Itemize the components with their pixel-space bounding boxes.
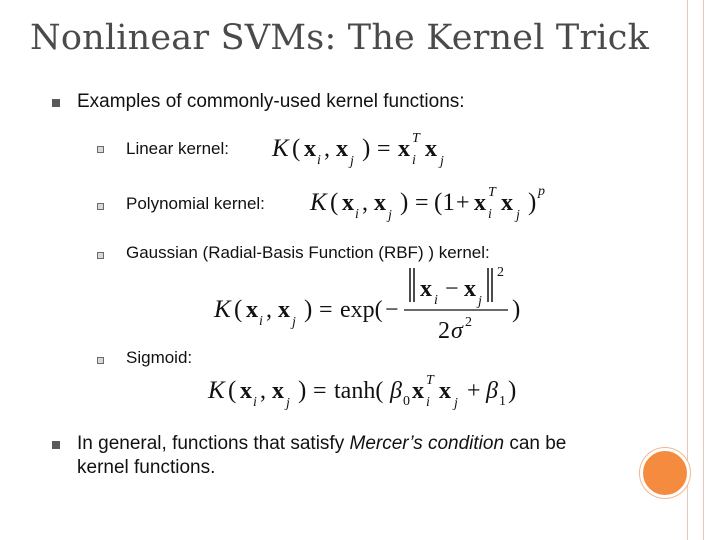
- svg-text:): ): [508, 377, 517, 404]
- conclusion-line-1: [77, 433, 566, 455]
- svg-text:j: j: [388, 208, 392, 223]
- svg-text:β: β: [390, 378, 402, 404]
- svg-text:x: x: [240, 378, 252, 404]
- svg-text:x: x: [474, 190, 486, 216]
- svg-text:x: x: [342, 190, 354, 216]
- svg-text:β: β: [486, 378, 498, 404]
- svg-text:i: i: [259, 314, 263, 329]
- mercer-condition-emphasis: Mercer’s condition: [349, 433, 505, 454]
- svg-text:=: =: [377, 136, 391, 162]
- kernel-label-gaussian: Gaussian (Radial-Basis Function (RBF) ) kernel:: [126, 243, 490, 262]
- svg-text:2: 2: [465, 315, 472, 330]
- svg-text:j: j: [516, 208, 520, 223]
- gaussian-kernel-formula: [212, 262, 542, 344]
- bullet-checkbox-icon: [97, 252, 104, 259]
- svg-text:tanh(: tanh(: [334, 378, 384, 404]
- svg-text:): ): [362, 135, 371, 162]
- kernel-label-polynomial: Polynomial kernel:: [126, 194, 265, 213]
- svg-text:(1: (1: [434, 189, 455, 216]
- svg-text:2: 2: [497, 265, 504, 280]
- svg-text:=: =: [415, 190, 429, 216]
- svg-text:j: j: [286, 396, 290, 411]
- svg-text:exp(: exp(: [340, 297, 383, 323]
- bullet-square-icon: [52, 99, 60, 107]
- svg-text:1: 1: [499, 394, 506, 409]
- svg-text:j: j: [478, 294, 482, 309]
- svg-text:+: +: [456, 190, 470, 216]
- svg-text:K: K: [214, 296, 231, 323]
- conclusion-text: In general, functions that satisfy: [77, 433, 350, 454]
- svg-text:−: −: [445, 276, 459, 302]
- svg-text:): ): [298, 377, 307, 404]
- svg-text:x: x: [272, 378, 284, 404]
- svg-text:T: T: [426, 373, 434, 388]
- svg-text:−: −: [385, 297, 399, 323]
- svg-text:x: x: [501, 190, 513, 216]
- svg-text:T: T: [412, 131, 420, 146]
- svg-text:,: ,: [266, 297, 272, 323]
- svg-text:p: p: [538, 184, 545, 199]
- svg-text:x: x: [304, 136, 316, 162]
- svg-text:T: T: [488, 185, 496, 200]
- svg-text:x: x: [464, 276, 476, 302]
- svg-text:): ): [400, 189, 409, 216]
- svg-text:0: 0: [403, 394, 410, 409]
- sigmoid-kernel-formula: [206, 370, 536, 414]
- bullet-checkbox-icon: [97, 146, 104, 153]
- svg-text:): ): [304, 296, 313, 323]
- svg-text:x: x: [374, 190, 386, 216]
- svg-text:,: ,: [260, 378, 266, 404]
- svg-text:x: x: [420, 276, 432, 302]
- svg-text:K: K: [272, 135, 289, 162]
- svg-text:x: x: [398, 136, 410, 162]
- svg-text:x: x: [412, 378, 424, 404]
- svg-text:i: i: [434, 293, 438, 308]
- svg-text:(: (: [330, 189, 339, 216]
- svg-text:σ: σ: [451, 318, 463, 344]
- bullet-square-icon: [52, 441, 60, 449]
- svg-text:=: =: [319, 297, 333, 323]
- decorative-circle: [640, 448, 690, 498]
- svg-text:x: x: [246, 297, 258, 323]
- svg-text:x: x: [278, 297, 290, 323]
- svg-text:x: x: [439, 378, 451, 404]
- svg-text:i: i: [253, 395, 257, 410]
- svg-text:j: j: [350, 154, 354, 169]
- svg-text:i: i: [355, 207, 359, 222]
- svg-text:,: ,: [362, 190, 368, 216]
- conclusion-text: can be: [504, 433, 567, 454]
- svg-text:): ): [528, 189, 537, 216]
- svg-text:2: 2: [438, 318, 450, 344]
- polynomial-kernel-formula: [308, 182, 568, 226]
- svg-text:K: K: [208, 377, 225, 404]
- svg-text:+: +: [467, 378, 481, 404]
- svg-text:=: =: [313, 378, 327, 404]
- frame-line: [687, 0, 688, 540]
- svg-text:i: i: [412, 153, 416, 168]
- linear-kernel-formula: [270, 128, 490, 172]
- conclusion-line-2: kernel functions.: [77, 457, 216, 478]
- svg-text:i: i: [426, 395, 430, 410]
- svg-text:(: (: [234, 296, 243, 323]
- svg-text:K: K: [310, 189, 327, 216]
- svg-text:): ): [512, 296, 521, 323]
- svg-text:x: x: [425, 136, 437, 162]
- bullet-checkbox-icon: [97, 203, 104, 210]
- bullet-checkbox-icon: [97, 357, 104, 364]
- kernel-label-linear: Linear kernel:: [126, 139, 230, 158]
- slide-title: Nonlinear SVMs: The Kernel Trick: [30, 18, 650, 58]
- intro-text: Examples of commonly-used kernel functions:: [77, 91, 465, 112]
- svg-text:j: j: [454, 396, 458, 411]
- svg-text:i: i: [488, 207, 492, 222]
- svg-text:j: j: [440, 154, 444, 169]
- svg-text:,: ,: [324, 136, 330, 162]
- svg-text:(: (: [228, 377, 237, 404]
- svg-text:i: i: [317, 153, 321, 168]
- svg-text:x: x: [336, 136, 348, 162]
- frame-line: [703, 0, 704, 540]
- svg-text:j: j: [292, 315, 296, 330]
- svg-text:(: (: [292, 135, 301, 162]
- kernel-label-sigmoid: Sigmoid:: [126, 348, 193, 367]
